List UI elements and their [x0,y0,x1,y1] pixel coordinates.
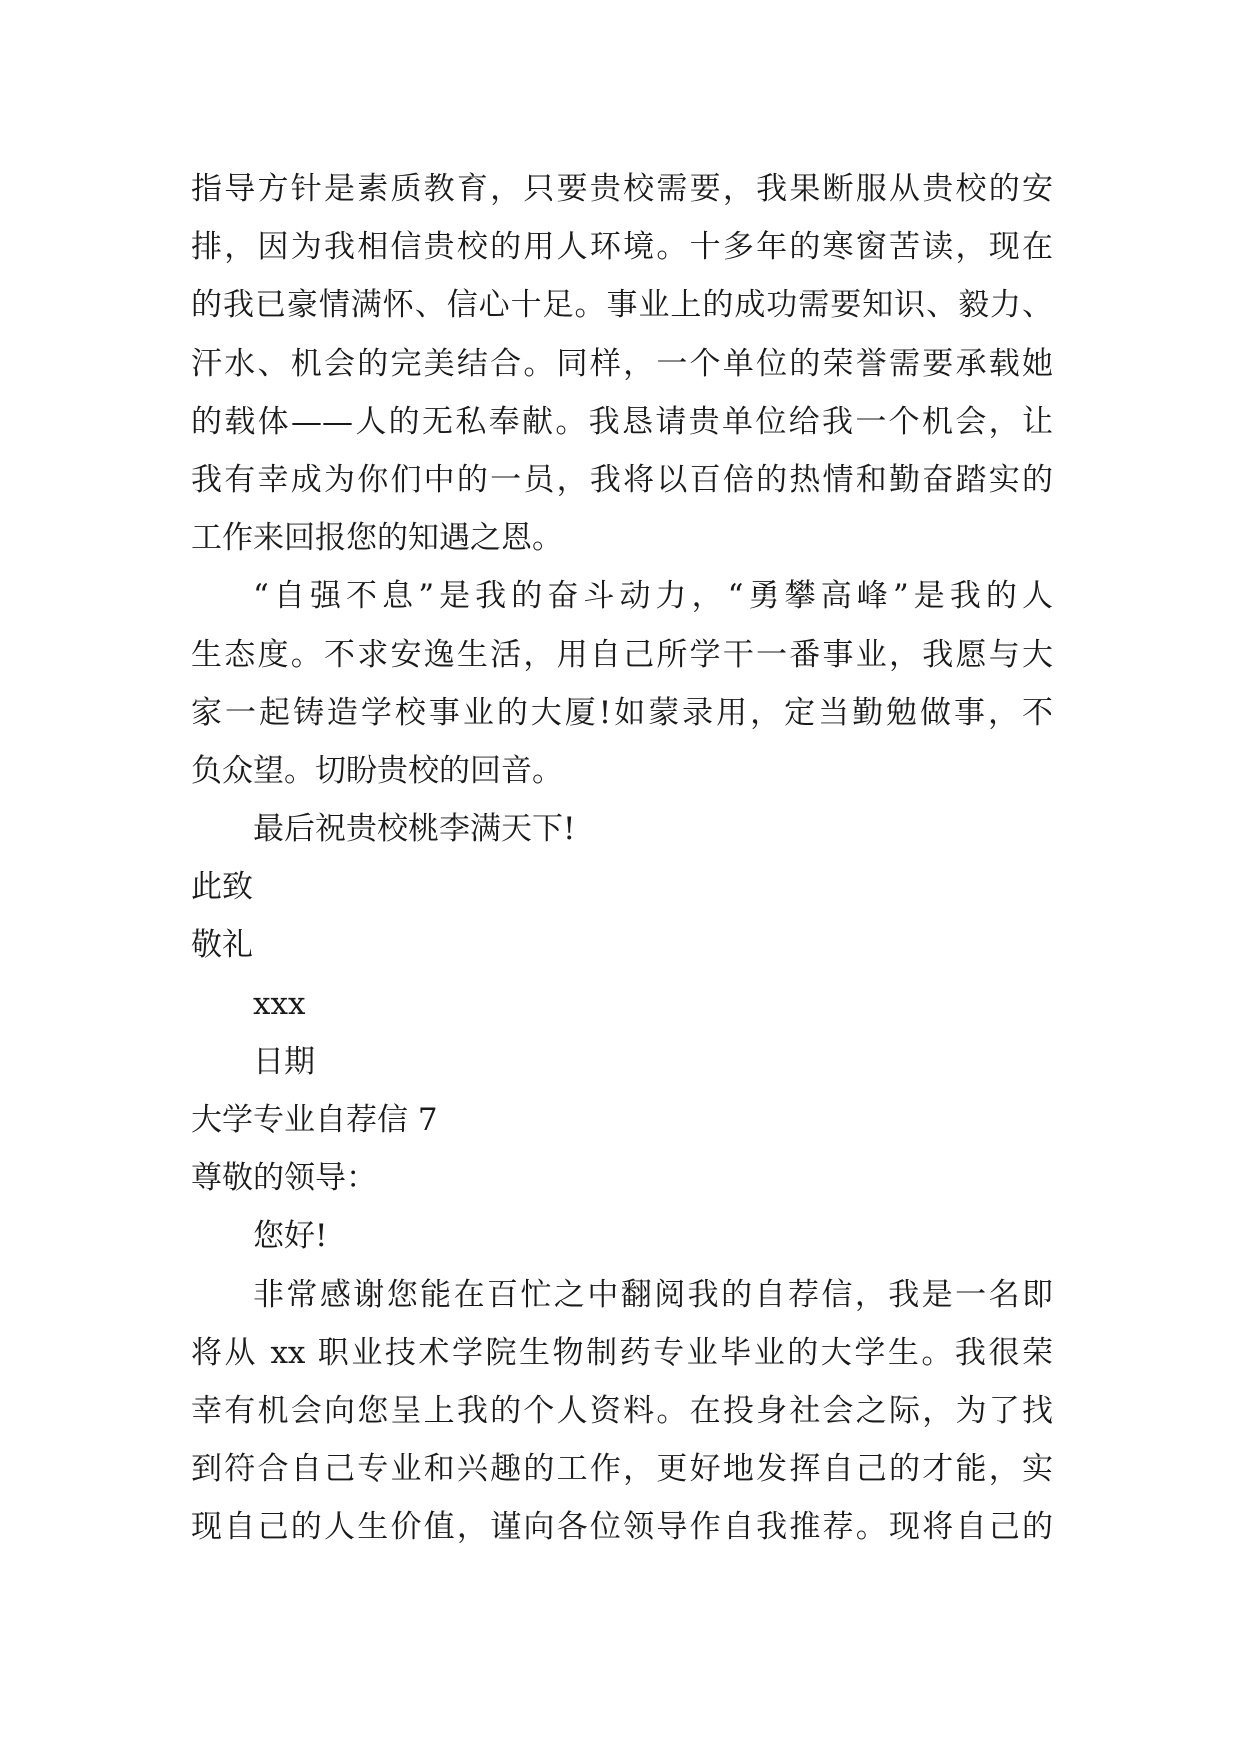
signature-date: 日期 [253,1043,315,1080]
paragraph-first-line: 非常感谢您能在百忙之中翻阅我的自荐信，我是一名即 [253,1276,1053,1313]
text-line: 汗水、机会的完美结合。同样，一个单位的荣誉需要承载她 [191,345,1053,382]
text-line: 排，因为我相信贵校的用人环境。十多年的寒窗苦读，现在 [191,229,1053,266]
section-heading: 大学专业自荐信 7 [191,1102,438,1138]
signature-name: xxx [253,985,306,1022]
text-line: 生态度。不求安逸生活，用自己所学干一番事业，我愿与大 [191,636,1053,673]
greeting-addressee: 尊敬的领导： [191,1160,377,1197]
text-line: 工作来回报您的知遇之恩。 [191,520,563,557]
text-line: 我有幸成为你们中的一员，我将以百倍的热情和勤奋踏实的 [191,461,1053,498]
text-line: 到符合自己专业和兴趣的工作，更好地发挥自己的才能，实 [191,1451,1053,1488]
text-line: 的我已豪情满怀、信心十足。事业上的成功需要知识、毅力、 [191,287,1053,324]
text-line: 负众望。切盼贵校的回音。 [191,752,563,789]
closing-wish: 最后祝贵校桃李满天下! [253,811,576,848]
text-line: 现自己的人生价值，谨向各位领导作自我推荐。现将自己的 [191,1509,1053,1546]
text-line: 幸有机会向您呈上我的个人资料。在投身社会之际，为了找 [191,1392,1053,1429]
salutation-jingli: 敬礼 [191,927,253,964]
text-line: 家一起铸造学校事业的大厦!如蒙录用，定当勤勉做事，不 [191,694,1053,731]
text-line: 的载体——人的无私奉献。我恳请贵单位给我一个机会，让 [191,403,1053,440]
greeting-hello: 您好! [253,1218,328,1255]
text-line: 指导方针是素质教育，只要贵校需要，我果断服从贵校的安 [191,171,1053,207]
paragraph-first-line: “自强不息”是我的奋斗动力，“勇攀高峰”是我的人 [253,578,1053,615]
salutation-cizhi: 此致 [191,869,253,906]
text-line: 将从 xx 职业技术学院生物制药专业毕业的大学生。我很荣 [191,1334,1053,1371]
letter-body [191,160,1053,1557]
